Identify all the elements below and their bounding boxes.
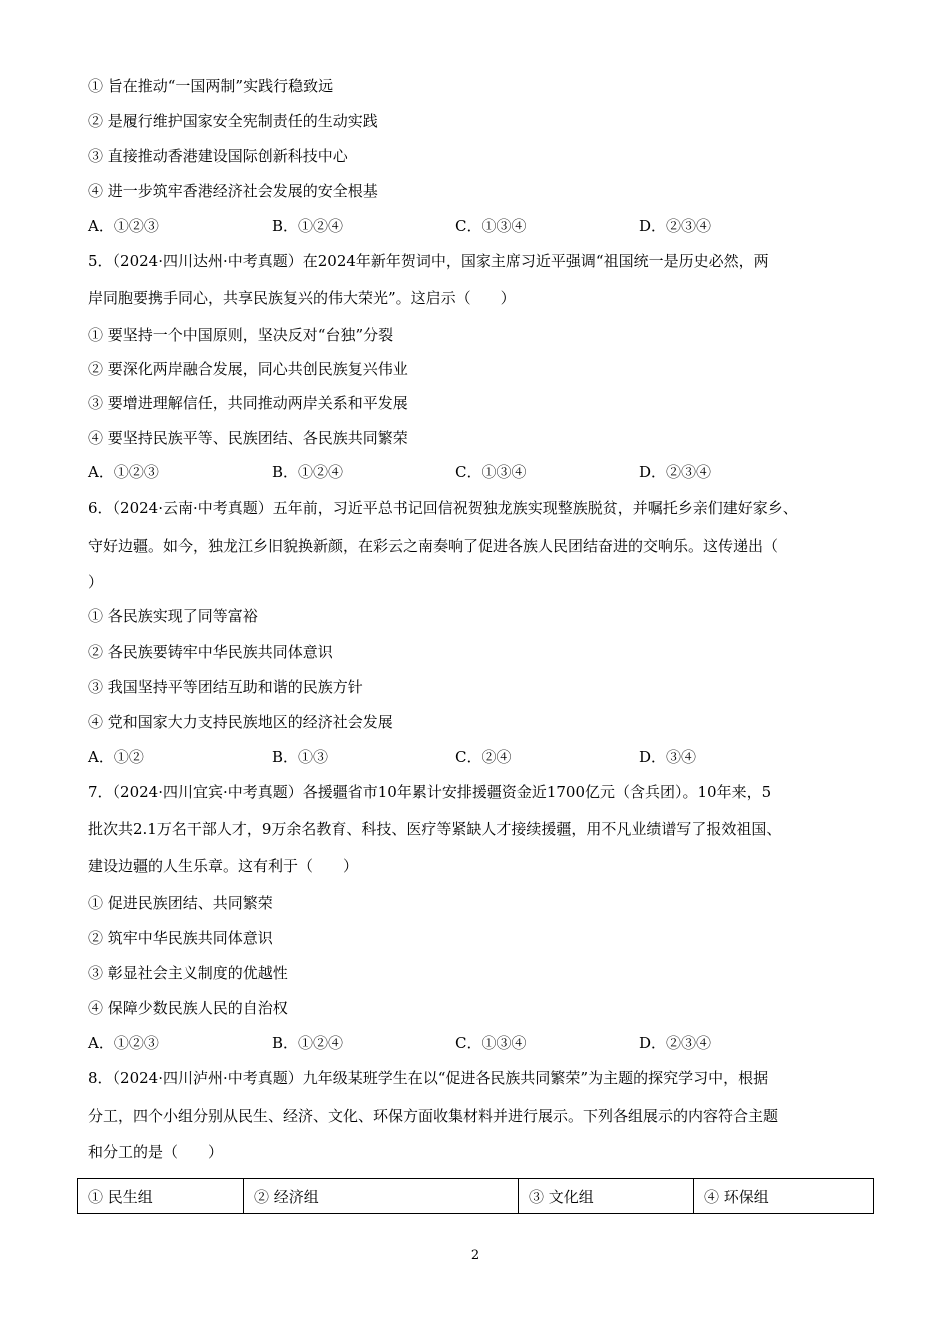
q8-groups-table: [77, 1178, 874, 1214]
q6-statement-1: ① 各民族实现了同等富裕: [88, 607, 258, 625]
q8-stem-line-2: 分工，四个小组分别从民生、经济、文化、环保方面收集材料并进行展示。下列各组展示的内容符合主题: [88, 1107, 779, 1125]
q4-options: [88, 216, 868, 236]
q8-stem-line-3: 和分工的是（ ）: [88, 1143, 224, 1161]
q7-option-d: D．②③④: [639, 1034, 712, 1052]
q6-stem-line-1: 6．（2024·云南·中考真题）五年前，习近平总书记回信祝贺独龙族实现整族脱贫，并嘱托乡亲们建好家乡、: [88, 499, 798, 517]
q6-statement-4: ④ 党和国家大力支持民族地区的经济社会发展: [88, 713, 393, 731]
q7-options: [88, 1033, 868, 1053]
q5-option-b: B．①②④: [272, 463, 344, 481]
q5-statement-3: ③ 要增进理解信任，共同推动两岸关系和平发展: [88, 394, 408, 412]
q5-stem-line-1: 5．（2024·四川达州·中考真题）在2024年新年贺词中，国家主席习近平强调“祖国统一是历史必然，两: [88, 252, 769, 270]
table-cell-environment: ④ 环保组: [694, 1179, 874, 1214]
q6-options: [88, 747, 868, 767]
q6-option-a: A．①②: [88, 748, 144, 766]
q4-option-a: A．①②③: [88, 217, 159, 235]
q7-stem-line-2: 批次共2.1万名干部人才，9万余名教育、科技、医疗等紧缺人才接续援疆，用不凡业绩谱写了报效祖国、: [88, 820, 782, 838]
q4-statement-1: ① 旨在推动“一国两制”实践行稳致远: [88, 77, 334, 95]
q7-statement-3: ③ 彰显社会主义制度的优越性: [88, 964, 288, 982]
q6-option-d: D．③④: [639, 748, 697, 766]
q6-stem-line-3: ）: [88, 573, 104, 591]
q6-option-c: C．②④: [455, 748, 512, 766]
q7-statement-2: ② 筑牢中华民族共同体意识: [88, 929, 273, 947]
q5-option-d: D．②③④: [639, 463, 712, 481]
q4-statement-4: ④ 进一步筑牢香港经济社会发展的安全根基: [88, 182, 378, 200]
q7-option-c: C．①③④: [455, 1034, 527, 1052]
q5-stem-line-2: 岸同胞要携手同心，共享民族复兴的伟大荣光”。这启示（ ）: [88, 289, 516, 307]
table-row: [78, 1179, 874, 1214]
q6-option-b: B．①③: [272, 748, 329, 766]
q7-option-b: B．①②④: [272, 1034, 344, 1052]
q4-option-b: B．①②④: [272, 217, 344, 235]
q7-stem-line-1: 7．（2024·四川宜宾·中考真题）各援疆省市10年累计安排援疆资金近1700亿元（含兵团）。10年来，5: [88, 783, 772, 801]
q5-statement-4: ④ 要坚持民族平等、民族团结、各民族共同繁荣: [88, 429, 408, 447]
q4-statement-2: ② 是履行维护国家安全宪制责任的生动实践: [88, 112, 378, 130]
q5-statement-1: ① 要坚持一个中国原则，坚决反对“台独”分裂: [88, 326, 394, 344]
q6-stem-line-2: 守好边疆。如今，独龙江乡旧貌换新颜，在彩云之南奏响了促进各族人民团结奋进的交响乐。这传递出（: [88, 537, 779, 555]
q7-stem-line-3: 建设边疆的人生乐章。这有利于（ ）: [88, 857, 359, 875]
q6-statement-2: ② 各民族要铸牢中华民族共同体意识: [88, 643, 333, 661]
q8-stem-line-1: 8．（2024·四川泸州·中考真题）九年级某班学生在以“促进各民族共同繁荣”为主题的探究学习中，根据: [88, 1069, 769, 1087]
q5-option-c: C．①③④: [455, 463, 527, 481]
q5-statement-2: ② 要深化两岸融合发展，同心共创民族复兴伟业: [88, 360, 408, 378]
q4-statement-3: ③ 直接推动香港建设国际创新科技中心: [88, 147, 348, 165]
table-cell-livelihood: ① 民生组: [78, 1179, 244, 1214]
q7-option-a: A．①②③: [88, 1034, 159, 1052]
q5-options: [88, 462, 868, 482]
q6-statement-3: ③ 我国坚持平等团结互助和谐的民族方针: [88, 678, 363, 696]
table-cell-economy: ② 经济组: [244, 1179, 519, 1214]
q4-option-c: C．①③④: [455, 217, 527, 235]
table-cell-culture: ③ 文化组: [519, 1179, 694, 1214]
q4-option-d: D．②③④: [639, 217, 712, 235]
page-number: 2: [470, 1248, 480, 1263]
q7-statement-1: ① 促进民族团结、共同繁荣: [88, 894, 273, 912]
q7-statement-4: ④ 保障少数民族人民的自治权: [88, 999, 288, 1017]
q5-option-a: A．①②③: [88, 463, 159, 481]
